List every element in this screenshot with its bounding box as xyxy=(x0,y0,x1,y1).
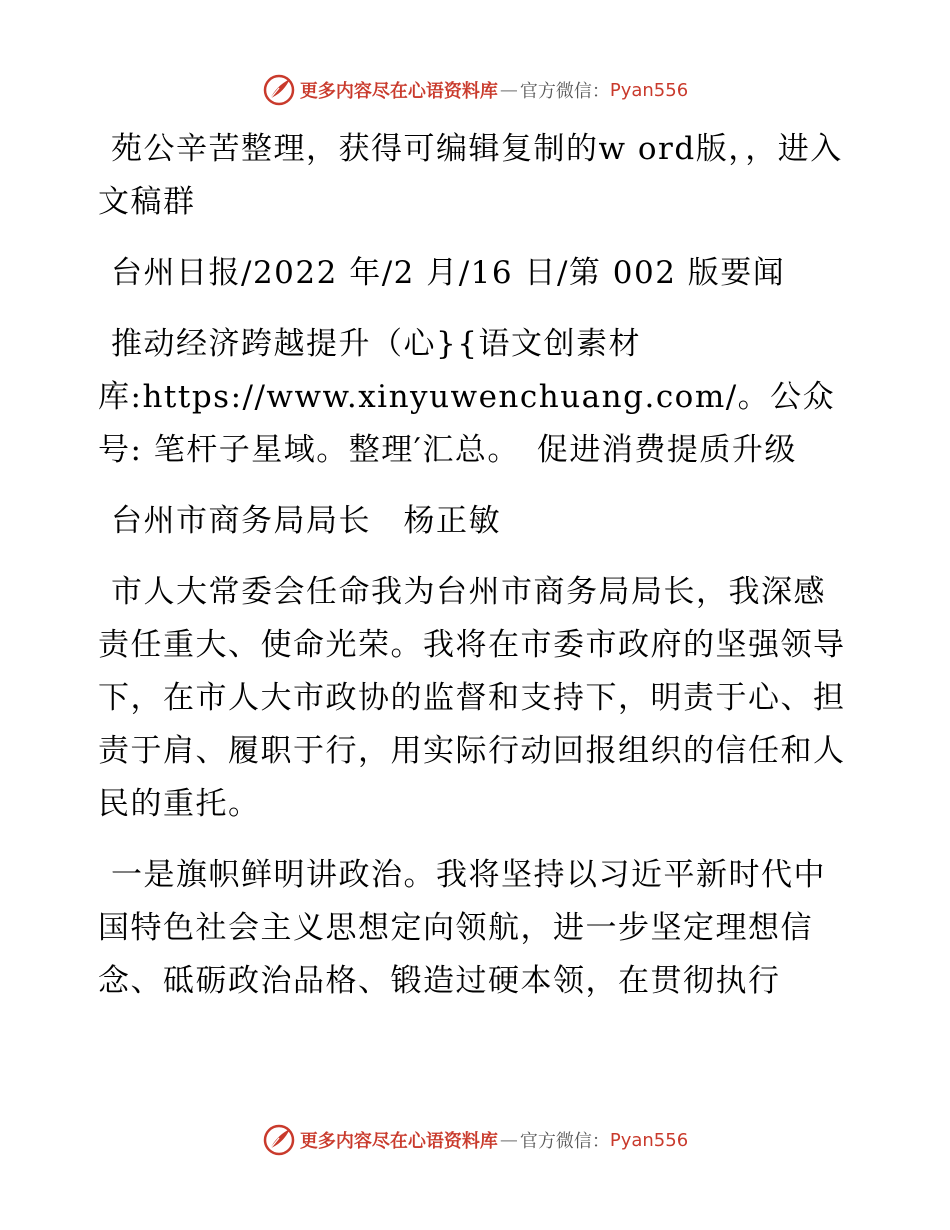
intro-paragraph: 苑公辛苦整理，获得可编辑复制的w ord版，，进入文稿群 xyxy=(98,131,843,220)
document-body xyxy=(98,123,858,1026)
banner-wechat-id: Pyan556 xyxy=(609,79,689,101)
banner-separator: — xyxy=(499,79,518,101)
headline-paragraph: 推动经济跨越提升（心}{语文创素材库:https://www.xinyuwenchuang.com/。公众号: 笔杆子星域。整理′汇总。 促进消费提质升级 xyxy=(98,326,836,468)
author-line: 台州市商务局局长 杨正敏 xyxy=(111,503,501,539)
banner-separator: — xyxy=(499,1129,518,1151)
body-paragraph: 市人大常委会任命我为台州市商务局局长，我深感责任重大、使命光荣。我将在市委市政府的坚强领导下，在市人大市政协的监督和支持下，明责于心、担责于肩、履职于行，用实际行动回报组织的信任和人民的重托。 xyxy=(98,574,846,822)
banner-official-label: 官方微信： xyxy=(519,1131,610,1152)
banner-wechat-id: Pyan556 xyxy=(609,1129,689,1151)
feather-pen-circle-icon xyxy=(262,73,296,107)
footer-banner xyxy=(0,1120,950,1160)
feather-pen-circle-icon xyxy=(262,1123,296,1157)
banner-site-name: 更多内容尽在心语资料库 xyxy=(299,81,498,102)
source-line: 台州日报/2022 年/2 月/16 日/第 002 版要闻 xyxy=(111,255,786,291)
header-banner xyxy=(0,70,950,110)
body-paragraph: 一是旗帜鲜明讲政治。我将坚持以习近平新时代中国特色社会主义思想定向领航，进一步坚定理想信念、砥砺政治品格、锻造过硬本领，在贯彻执行 xyxy=(98,857,826,999)
banner-official-label: 官方微信： xyxy=(519,81,610,102)
banner-site-name: 更多内容尽在心语资料库 xyxy=(299,1131,498,1152)
